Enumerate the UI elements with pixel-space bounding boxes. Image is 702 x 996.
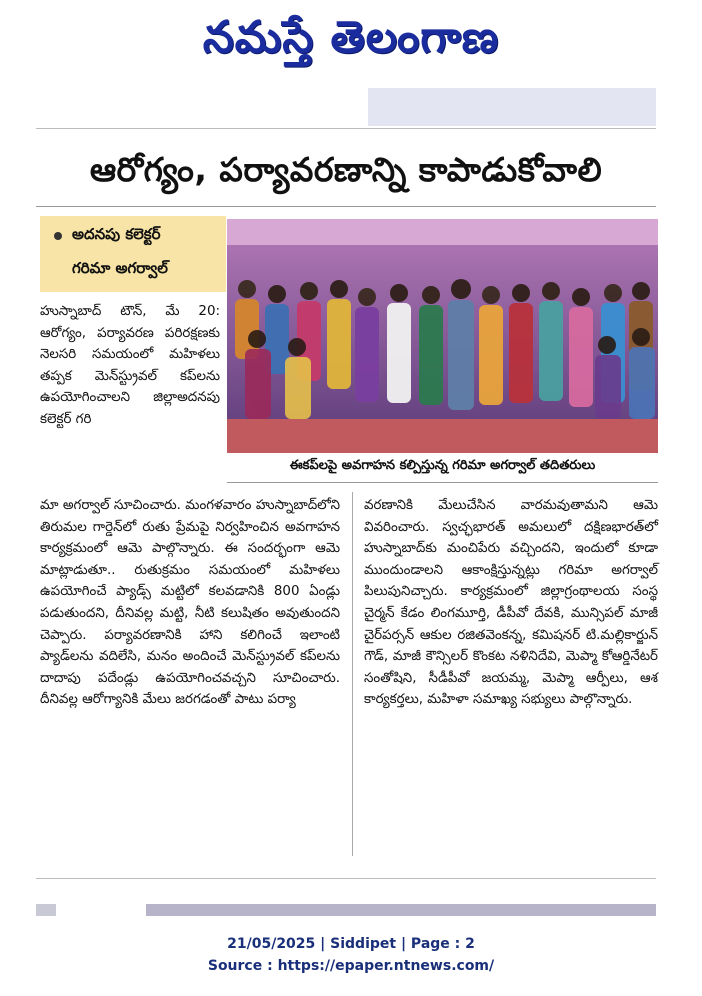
top-divider (36, 128, 656, 129)
footer-dateline: 21/05/2025 | Siddipet | Page : 2 (227, 936, 475, 952)
bottom-divider (36, 878, 656, 879)
article-column-1-bottom (40, 495, 340, 711)
article-paragraph: వరణానికి మేలుచేసిన వారమవుతామని ఆమె వివరించారు. స్వచ్ఛభారత్ అమలులో దక్షిణభారత్‌లో హుస్నాబాద్‌కు మంచిపేరు వచ్చిందని, ఇందులో కూడా ముందుండాలని ఆకాంక్షిస్తున్నట్లు గరిమా అగర్వాల్ పిలుపునిచ్చారు. కార్యక్రమంలో జిల్లాగ్రంథాలయ సంస్థ చైర్మన్ కేడం లింగమూర్తి, డీపీవో దేవకి, మున్సిపల్ మాజీ చైర్‌పర్సన్ ఆకుల రజితవెంకన్న, కమిషనర్ టి.మల్లికార్జున్ గౌడ్, మాజీ కౌన్సిలర్ కొంకట నళినిదేవి, మెప్మా కోఆర్డినేటర్ సంతోషిని, సీడీపీవో జయమ్మ, మెప్మా ఆర్పీలు, ఆశ కార్యకర్తలు, మహిళా సమాఖ్య సభ్యులు పాల్గొన్నారు. (364, 498, 658, 708)
photo-caption: ఈకప్‌లపై అవగాహన కల్పిస్తున్న గరిమా అగర్వాల్ తదితరులు (289, 458, 596, 473)
article-column-2 (364, 495, 658, 711)
masthead (0, 0, 702, 86)
kicker-line-2: గరిమా అగర్వాల్ (72, 259, 168, 277)
footer-source: Source : https://epaper.ntnews.com/ (207, 958, 495, 974)
masthead-title: నమస్తే తెలంగాణ (202, 12, 500, 63)
kicker-line-1: అదనపు కలెక్టర్ (72, 225, 161, 243)
article-paragraph: మా అగర్వాల్ సూచించారు. మంగళవారం హుస్నాబాద్‌లోని తిరుమల గార్డెన్‌లో రుతు ప్రేమపై నిర్వహించిన అవగాహన కార్యక్రమంలో ఆమె పాల్గొన్నారు. ఈ సందర్భంగా ఆమె మాట్లాడుతూ.. రుతుక్రమం సమయంలో మహిళలు ఉపయోగించే ప్యాడ్స్ మట్టిలో కలవడానికి 800 ఏండ్లు పడుతుందని, దీనివల్ల మట్టి, నీటి కలుషితం అవుతుందని చెప్పారు. పర్యావరణానికి హాని కలిగించే ఇలాంటి ప్యాడ్‌లను వదిలేసి, మనం అందించే మెన్‌స్ట్రువల్ కప్‌లను దాదాపు పదేండ్లు ఉపయోగించవచ్చని సూచించారు. దీనివల్ల ఆరోగ్యానికి మేలు జరగడంతో పాటు పర్యా (40, 498, 340, 708)
kicker-box (40, 216, 226, 292)
previous-article-shade (368, 88, 656, 126)
headline-divider (36, 206, 656, 207)
caption-divider (227, 482, 658, 483)
previous-article-strip (36, 88, 656, 128)
article-photo (227, 219, 658, 453)
article-column-1-top (40, 301, 220, 431)
column-divider (352, 492, 353, 856)
crowd-photo-illustration (227, 219, 658, 453)
bullet-icon (54, 232, 62, 240)
article-paragraph: హుస్నాబాద్ టౌన్, మే 20: ఆరోగ్యం, పర్యావరణ పరిరక్షణకు నెలసరి సమయంలో మహిళలు తప్పక మెన్‌స్ట్రువల్ కప్‌లను ఉపయోగించాలని జిల్లాఅదనపు కలెక్టర్ గరి (40, 304, 220, 427)
next-article-strip (36, 904, 656, 916)
article-headline: ఆరోగ్యం, పర్యావరణాన్ని కాపాడుకోవాలి (89, 150, 603, 189)
